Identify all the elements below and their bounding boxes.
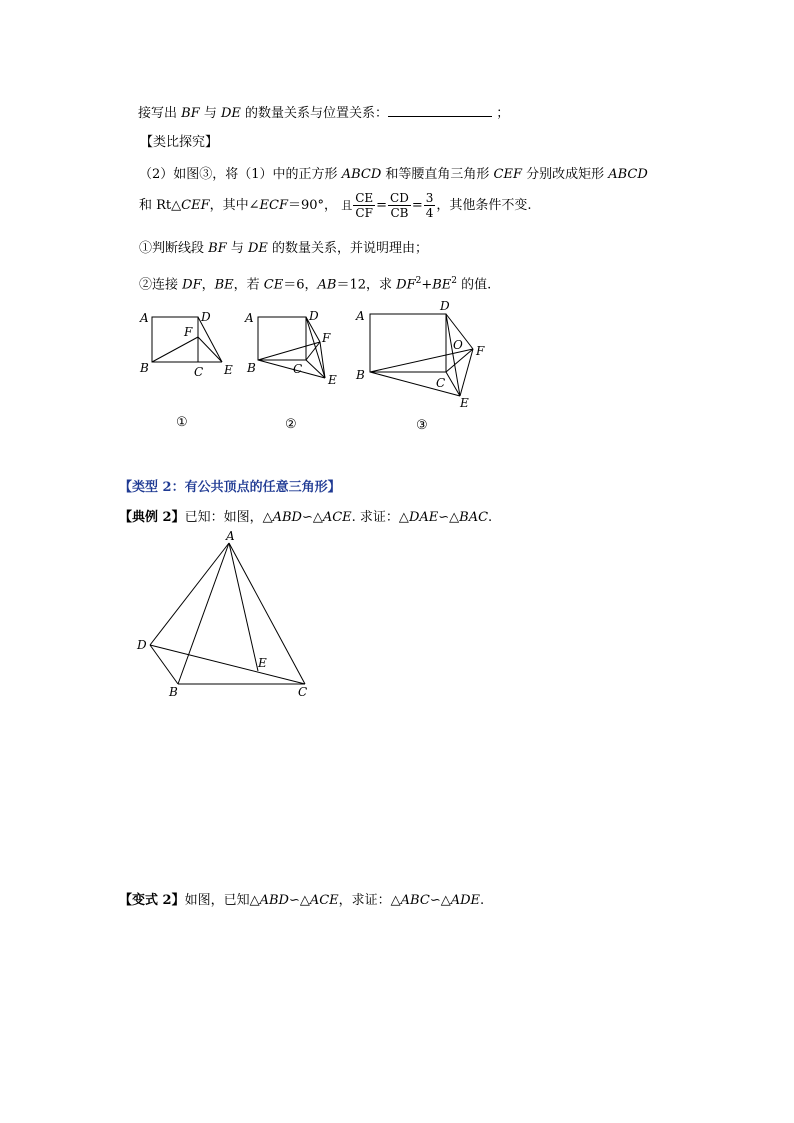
fig3-label-c: C — [436, 376, 446, 390]
fraction-ce-cf: $\frac{CE}{CF}$ — [355, 191, 374, 220]
fig2-label-c: C — [293, 362, 303, 376]
fig3-label-f: F — [476, 344, 485, 358]
fig1-square — [152, 317, 198, 362]
question-2-line-1: （2）如图③，将（1）中的正方形 ABCD 和等腰直角三角形 CEF 分别改成矩形 ABCD — [139, 167, 648, 182]
question-2-line-2: 和 Rt△CEF，其中∠ECF＝90°， 且 $\frac{CE}{CF}$ = $\frac{CD}{CB}$ = $\frac{3}{4}$ ，其他条件不变. — [139, 191, 532, 220]
fig1-line-bf — [152, 337, 198, 362]
ex2-line-ad — [150, 543, 229, 645]
sub-question-1: ①判断线段 BF 与 DE 的数量关系，并说明理由； — [139, 241, 429, 256]
fig2-label-f: F — [322, 331, 331, 345]
ex2-line-ac — [229, 543, 305, 684]
fig3-label-d: D — [440, 300, 450, 313]
fig1-number: ① — [176, 415, 188, 430]
fig1-label-f: F — [184, 325, 193, 339]
fig1-label-d: D — [201, 310, 211, 324]
fig1-line-fe — [198, 337, 222, 362]
figures-1-2-3 — [0, 300, 794, 450]
fig3-label-o: O — [453, 338, 463, 352]
fig2-line-cf — [306, 342, 320, 360]
fig2-line-fe — [320, 342, 325, 378]
fig3-line-bf — [370, 349, 473, 372]
fig3-label-a: A — [356, 309, 365, 323]
analogy-section-title: 【类比探究】 — [140, 135, 219, 150]
fig2-line-bf — [258, 342, 320, 360]
ex2-label-c: C — [298, 685, 308, 699]
fig1-label-b: B — [140, 361, 149, 375]
fig1-label-a: A — [140, 311, 149, 325]
ex2-label-b: B — [169, 685, 178, 699]
fraction-3-4: $\frac{3}{4}$ — [425, 191, 434, 220]
example-2-statement: 【典例 2】已知：如图，△ABD∽△ACE. 求证：△DAE∽△BAC. — [119, 510, 493, 525]
fig3-label-e: E — [460, 396, 469, 410]
question-1-line: 接写出 BF 与 DE 的数量关系与位置关系： ； — [138, 106, 510, 121]
type-2-heading: 【类型 2：有公共顶点的任意三角形】 — [119, 480, 341, 495]
fig3-line-fe — [460, 349, 473, 396]
fig3-label-b: B — [356, 368, 365, 382]
fig2-label-a: A — [245, 311, 254, 325]
fig2-label-e: E — [328, 373, 337, 387]
fig2-label-d: D — [309, 309, 319, 323]
answer-blank[interactable] — [388, 104, 492, 117]
ex2-label-d: D — [137, 638, 147, 652]
fig3-number: ③ — [416, 418, 428, 433]
sub-question-2: ②连接 DF，BE，若 CE＝6，AB＝12，求 $DF^2+BE^2$ 的值. — [139, 276, 492, 293]
ex2-label-a: A — [226, 529, 235, 543]
ex2-label-e: E — [258, 656, 267, 670]
example-2-figure — [0, 525, 794, 705]
fig2-number: ② — [285, 417, 297, 432]
variant-2-statement: 【变式 2】如图，已知△ABD∽△ACE，求证：△ABC∽△ADE. — [119, 893, 485, 908]
fig1-label-c: C — [194, 365, 204, 379]
fig1-label-e: E — [224, 363, 233, 377]
fig2-label-b: B — [247, 361, 256, 375]
ex2-line-ae — [229, 543, 258, 671]
fraction-cd-cb: $\frac{CD}{CB}$ — [390, 191, 409, 220]
fig3-line-be — [370, 372, 460, 396]
